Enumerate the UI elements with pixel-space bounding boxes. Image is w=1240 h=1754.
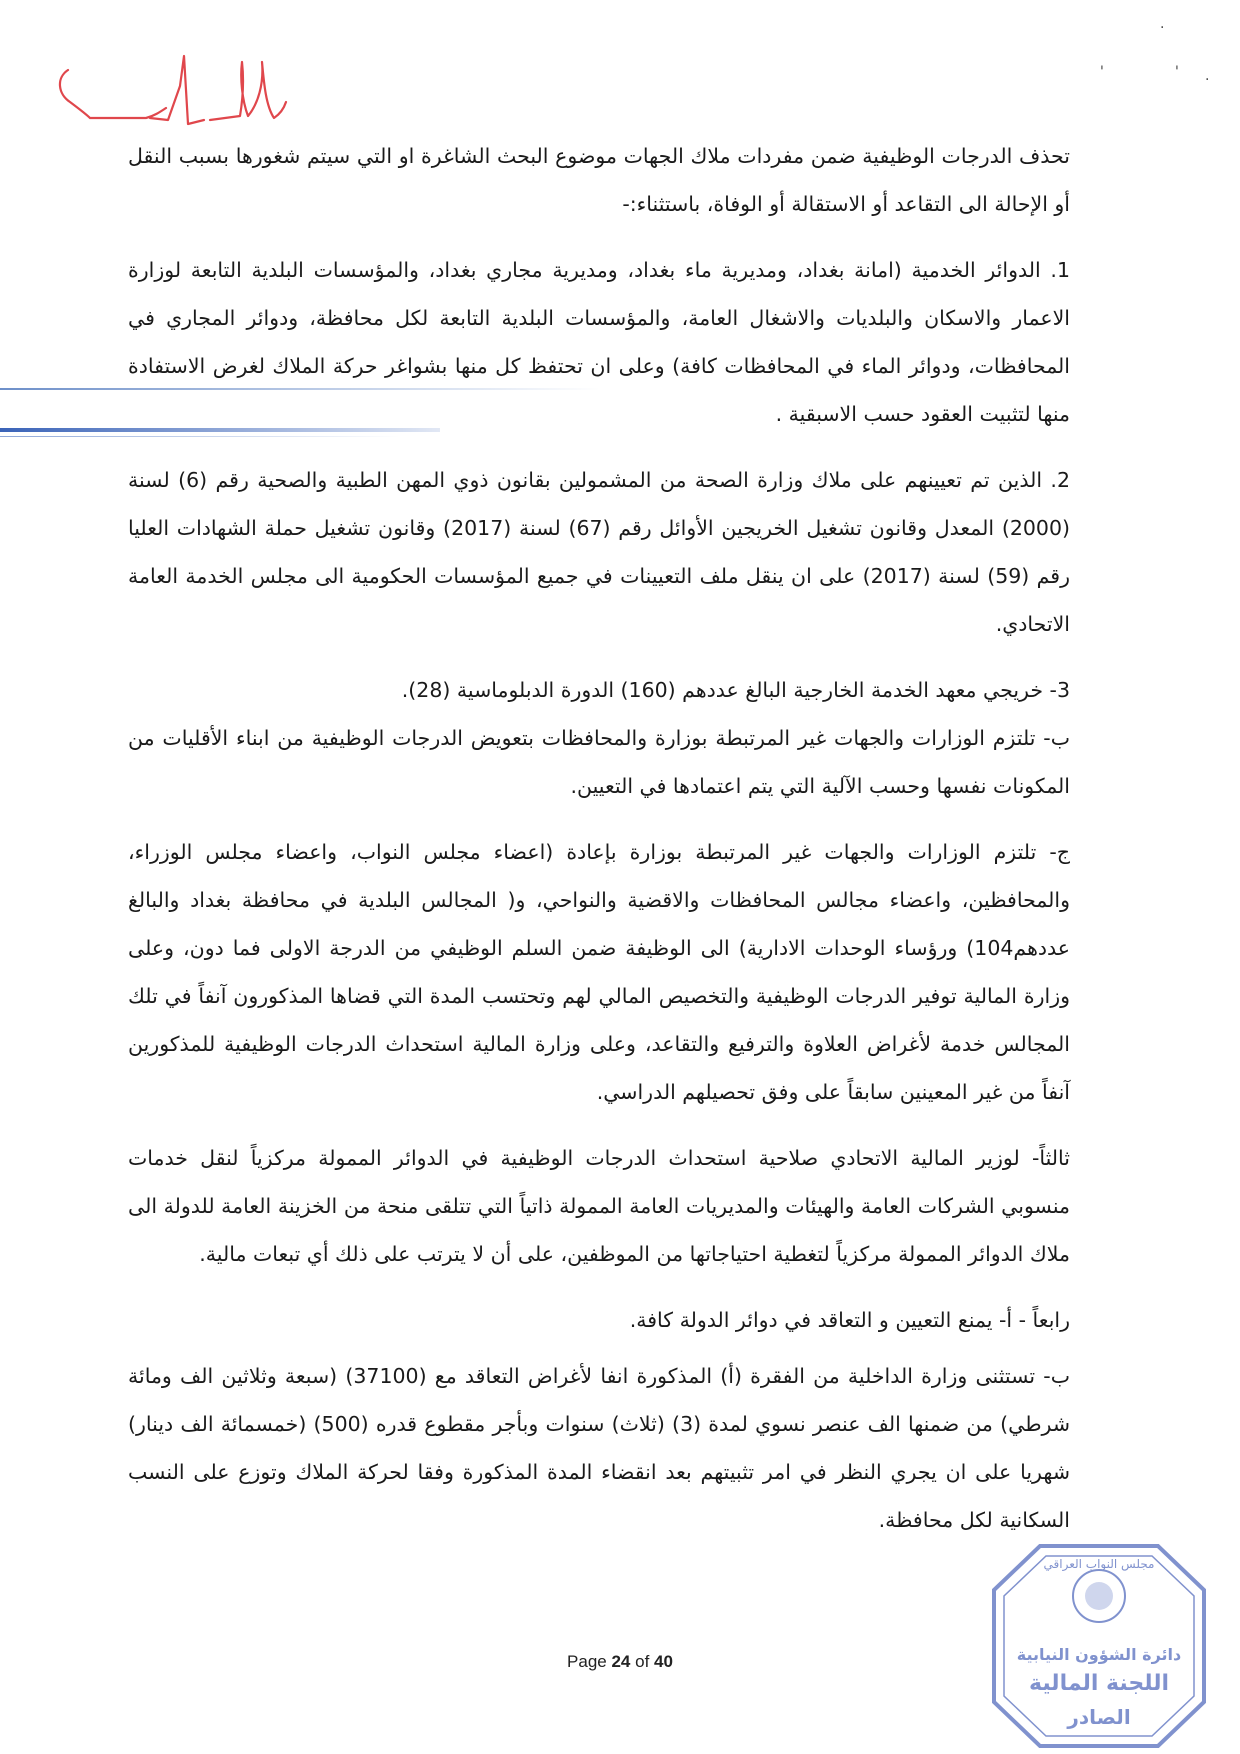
paragraph-b-minorities: ب- تلتزم الوزارات والجهات غير المرتبطة بوزارة والمحافظات بتعويض الدرجات الوظيفية من ابناء الأقليات من المكونات نفسها وحسب الآلية التي يتم اعتمادها في التعيين. [128,726,1070,798]
paragraph-exception-1: 1. الدوائر الخدمية (امانة بغداد، ومديرية ماء بغداد، ومديرية مجاري بغداد، والمؤسسات البلدية التابعة لوزارة الاعمار والاسكان والبلديات والاشغال العامة، والمؤسسات البلدية التابعة لكل محافظة، ودوائر المجاري في المحافظات، ودوائر الماء في المحافظات كافة) وعلى ان تحتفظ كل منها بشواغر حركة الملاك لغرض الاستفادة منها لتثبيت العقود حسب الاسبقية . [128,258,1070,426]
official-stamp [982,1538,1212,1754]
handwritten-signature [28,28,298,138]
stamp-line-2: دائرة الشؤون النيابية [1016,1645,1182,1664]
stamp-line-4: الصادر [1067,1705,1131,1729]
paragraph-intro: تحذف الدرجات الوظيفية ضمن مفردات ملاك الجهات موضوع البحث الشاغرة او التي سيتم شغورها بسبب النقل أو الإحالة الى التقاعد أو الاستقالة أو الوفاة، باستثناء:- [128,144,1070,216]
paragraph-fourth-a: رابعاً - أ- يمنع التعيين و التعاقد في دوائر الدولة كافة. [629,1308,1070,1332]
stamp-line-1: مجلس النواب العراقي [1043,1557,1155,1571]
paragraph-exception-2: 2. الذين تم تعيينهم على ملاك وزارة الصحة من المشمولين بقانون ذوي المهن الطبية والصحية رقم (6) لسنة (2000) المعدل وقانون تشغيل الخريجين الأوائل رقم (67) لسنة (2017) وقانون تشغيل حملة الشهادات العليا رقم (59) لسنة (2017) على ان ينقل ملف التعيينات في جميع المؤسسات الحكومية الى مجلس الخدمة العامة الاتحادي. [128,468,1070,636]
document-body [128,132,1070,1562]
paragraph-exception-3: 3- خريجي معهد الخدمة الخارجية البالغ عددهم (160) الدورة الدبلوماسية (28). [401,678,1070,702]
current-page-number: 24 [611,1652,631,1671]
page-word: Page [567,1652,607,1671]
paragraph-fourth-b: ب- تستثنى وزارة الداخلية من الفقرة (أ) المذكورة انفا لأغراض التعاقد مع (37100) (سبعة وثلاثين الف ومائة شرطي) من ضمنها الف عنصر نسوي لمدة (3) (ثلاث) سنوات وبأجر مقطوع قدره (500) (خمسمائة الف دينار) شهريا على ان يجري النظر في امر تثبيتهم بعد انقضاء المدة المذكورة وفقا لحركة الملاك وتوزع على النسب السكانية لكل محافظة. [128,1364,1071,1532]
of-word: of [635,1652,650,1671]
paragraph-third-finance-minister: ثالثاً- لوزير المالية الاتحادي صلاحية استحداث الدرجات الوظيفية في الدوائر الممولة مركزياً لنقل خدمات منسوبي الشركات العامة والهيئات والمديريات العامة الممولة ذاتياً التي تتلقى منحة من الخزينة العامة للدولة الى ملاك الدوائر الممولة مركزياً لتغطية احتياجاتها من الموظفين، على أن لا يترتب على ذلك أي تبعات مالية. [128,1146,1070,1266]
stamp-line-3: اللجنة المالية [1028,1671,1170,1696]
total-pages-number: 40 [654,1652,673,1671]
paragraph-c-reinstatement: ج- تلتزم الوزارات والجهات غير المرتبطة بوزارة بإعادة (اعضاء مجلس النواب، واعضاء مجلس الوزراء، والمحافظين، واعضاء مجالس المحافظات والاقضية والنواحي، و( المجالس البلدية في محافظة بغداد والبالغ عددهم104) ورؤساء الوحدات الادارية) الى الوظيفة ضمن السلم الوظيفي من الدرجة الاولى فما دون، وعلى وزارة المالية توفير الدرجات الوظيفية والتخصيص المالي لهم وتحتسب المدة التي قضاها المذكورون آنفاً في تلك المجالس خدمة لأغراض العلاوة والترفيع والتقاعد، وعلى وزارة المالية استحداث الدرجات الوظيفية للمذكورين آنفاً من غير المعينين سابقاً على وفق تحصيلهم الدراسي. [128,840,1070,1104]
